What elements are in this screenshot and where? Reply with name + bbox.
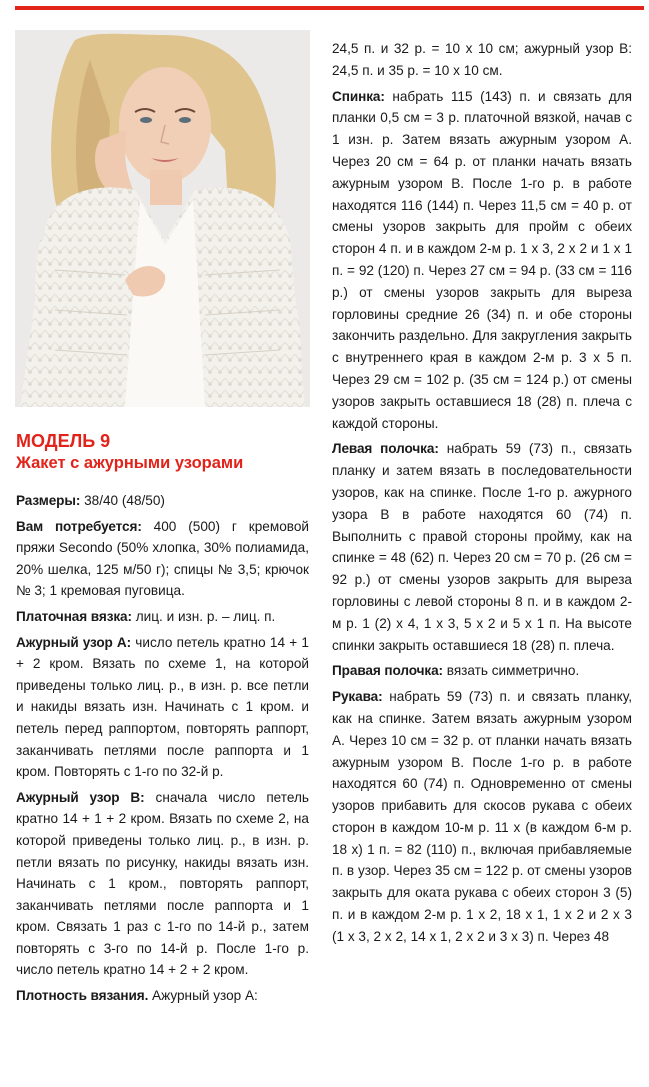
paragraph-text: число петель кратно 14 + 1 + 2 кром. Вязать по схеме 1, на которой приведены только лиц. р., в изн. р. все петли и накиды вязать изн. Начинать с 1 кром. и петель перед раппортом, повторять раппорт, заканчивать петлями после раппорта и 1 кром. Повторять с 1-го по 32-й р. (16, 634, 309, 780)
paragraph-label: Плотность вязания. (16, 988, 149, 1004)
header-rule (15, 6, 644, 10)
paragraph-label: Размеры: (16, 493, 81, 508)
paragraph-label: Рукава: (332, 689, 383, 705)
paragraph-text: 38/40 (48/50) (80, 493, 165, 508)
paragraph-text: набрать 115 (143) п. и связать для планки 0,5 см = 3 р. платочной вязкой, начав с 1 изн. р. Затем вязать ажурным узором А. Через 20 см = 64 р. от планки начать вязать ажурным узором В. После 1-го р. в работе находятся 116 (144) п. Через 11,5 см = 40 р. от смены узоров закрыть для пройм с обеих сторон 4 п. и в каждом 2-м р. 1 х 3, 2 х 2 и 1 х 1 п. = 92 (120) п. Через 27 см = 94 р. (33 см = 116 р.) от смены узоров закрыть для выреза горловины средние 26 (34) п. и обе стороны закончить раздельно. Для закругления закрыть с внутреннего края в каждом 2-м р. 3 х 5 п. Через 29 см = 102 р. (35 см = 124 р.) от смены узоров закрыть оставшиеся 18 (28) п. плеча с каждой стороны. (332, 88, 632, 431)
paragraph-gauge-continued (332, 38, 632, 82)
paragraph-lace-a (16, 632, 309, 783)
paragraph-garter-stitch (16, 606, 309, 628)
paragraph-text: 24,5 п. и 32 р. = 10 х 10 см; ажурный узор В: 24,5 п. и 35 р. = 10 х 10 см. (332, 41, 632, 78)
paragraph-label: Левая полочка: (332, 441, 439, 457)
paragraph-gauge (16, 985, 309, 1007)
paragraph-label: Платочная вязка: (16, 608, 132, 624)
paragraph-back (332, 86, 632, 435)
paragraph-lace-b (16, 787, 309, 981)
paragraph-text: лиц. и изн. р. – лиц. п. (131, 608, 276, 624)
paragraph-label: Ажурный узор В: (16, 789, 145, 805)
paragraph-label: Ажурный узор А: (16, 634, 132, 650)
paragraph-text: Ажурный узор А: (148, 988, 258, 1004)
paragraph-sizes (16, 490, 309, 512)
paragraph-sleeves (332, 686, 632, 948)
model-photo (15, 30, 310, 407)
left-column (16, 430, 309, 1011)
paragraph-text: 400 (500) г кремовой пряжи Secondo (50% хлопка, 30% полиамида, 20% шелка, 125 м/50 г); спицы № 3,5; крючок № 3; 1 кремовая пуговица. (16, 518, 309, 599)
paragraph-label: Спинка: (332, 88, 385, 104)
paragraph-label: Правая полочка: (332, 663, 443, 679)
paragraph-text: набрать 59 (73) п., связать планку и затем вязать в последовательности узоров, как на спинке. После 1-го р. ажурного узора В в работе находятся 60 (74) п. Выполнить с правой стороны пройму, как на спинке = 48 (62) п. Через 20 см = 70 р. (26 см = 92 р.) от смены узоров закрыть для выреза горловины с левой стороны 8 п. и в каждом 2-м р. 1 (2) х 4, 1 х 3, 5 х 2 и 5 х 1 п. На высоте спинки закрыть оставшиеся 18 (28) п. плеча. (332, 441, 633, 653)
model-photo-illustration (15, 30, 310, 407)
paragraph-left-front (332, 438, 632, 656)
paragraph-right-front (332, 660, 632, 682)
paragraph-text: сначала число петель кратно 14 + 1 + 2 кром. Вязать по схеме 2, на которой приведены только лиц. р., в изн. р. петли вязать по рисунку, накиды вязать изн. Начинать с 1 кром., повторять раппорт, заканчивать петлями после раппорта и 1 кром. Связать 1 раз с 1-го по 14-й р., затем повторять с 3-го по 14-й р. После 1-го р. число петель кратно 14 + 2 + 2 кром. (16, 789, 309, 978)
right-column (332, 38, 632, 952)
paragraph-text: вязать симметрично. (442, 663, 580, 679)
paragraph-text: набрать 59 (73) п. и связать планку, как на спинке. Затем вязать ажурным узором А. Через 10 см = 32 р. от планки начать вязать ажурным узором В. После 1-го р. в работе находятся 60 (74) п. Одновременно от смены узоров прибавить для скосов рукава с обеих сторон в каждом 10-м р. 11 х (в каждом 6-м р. 18 х) 1 п. = 82 (110) п., включая прибавляемые п. в узор. Через 35 см = 122 р. от смены узоров закрыть для оката рукава с обеих сторон 3 (5) п. и в каждом 2-м р. 1 х 2, 18 х 1, 1 х 2 и 2 х 3 (1 х 3, 2 х 2, 14 х 1, 2 х 2 и 3 х 3) п. Через 48 (332, 689, 632, 944)
model-number: МОДЕЛЬ 9 (16, 431, 111, 451)
paragraph-materials (16, 516, 309, 602)
model-title: Жакет с ажурными узорами (16, 454, 244, 472)
paragraph-label: Вам потребуется: (16, 518, 142, 534)
